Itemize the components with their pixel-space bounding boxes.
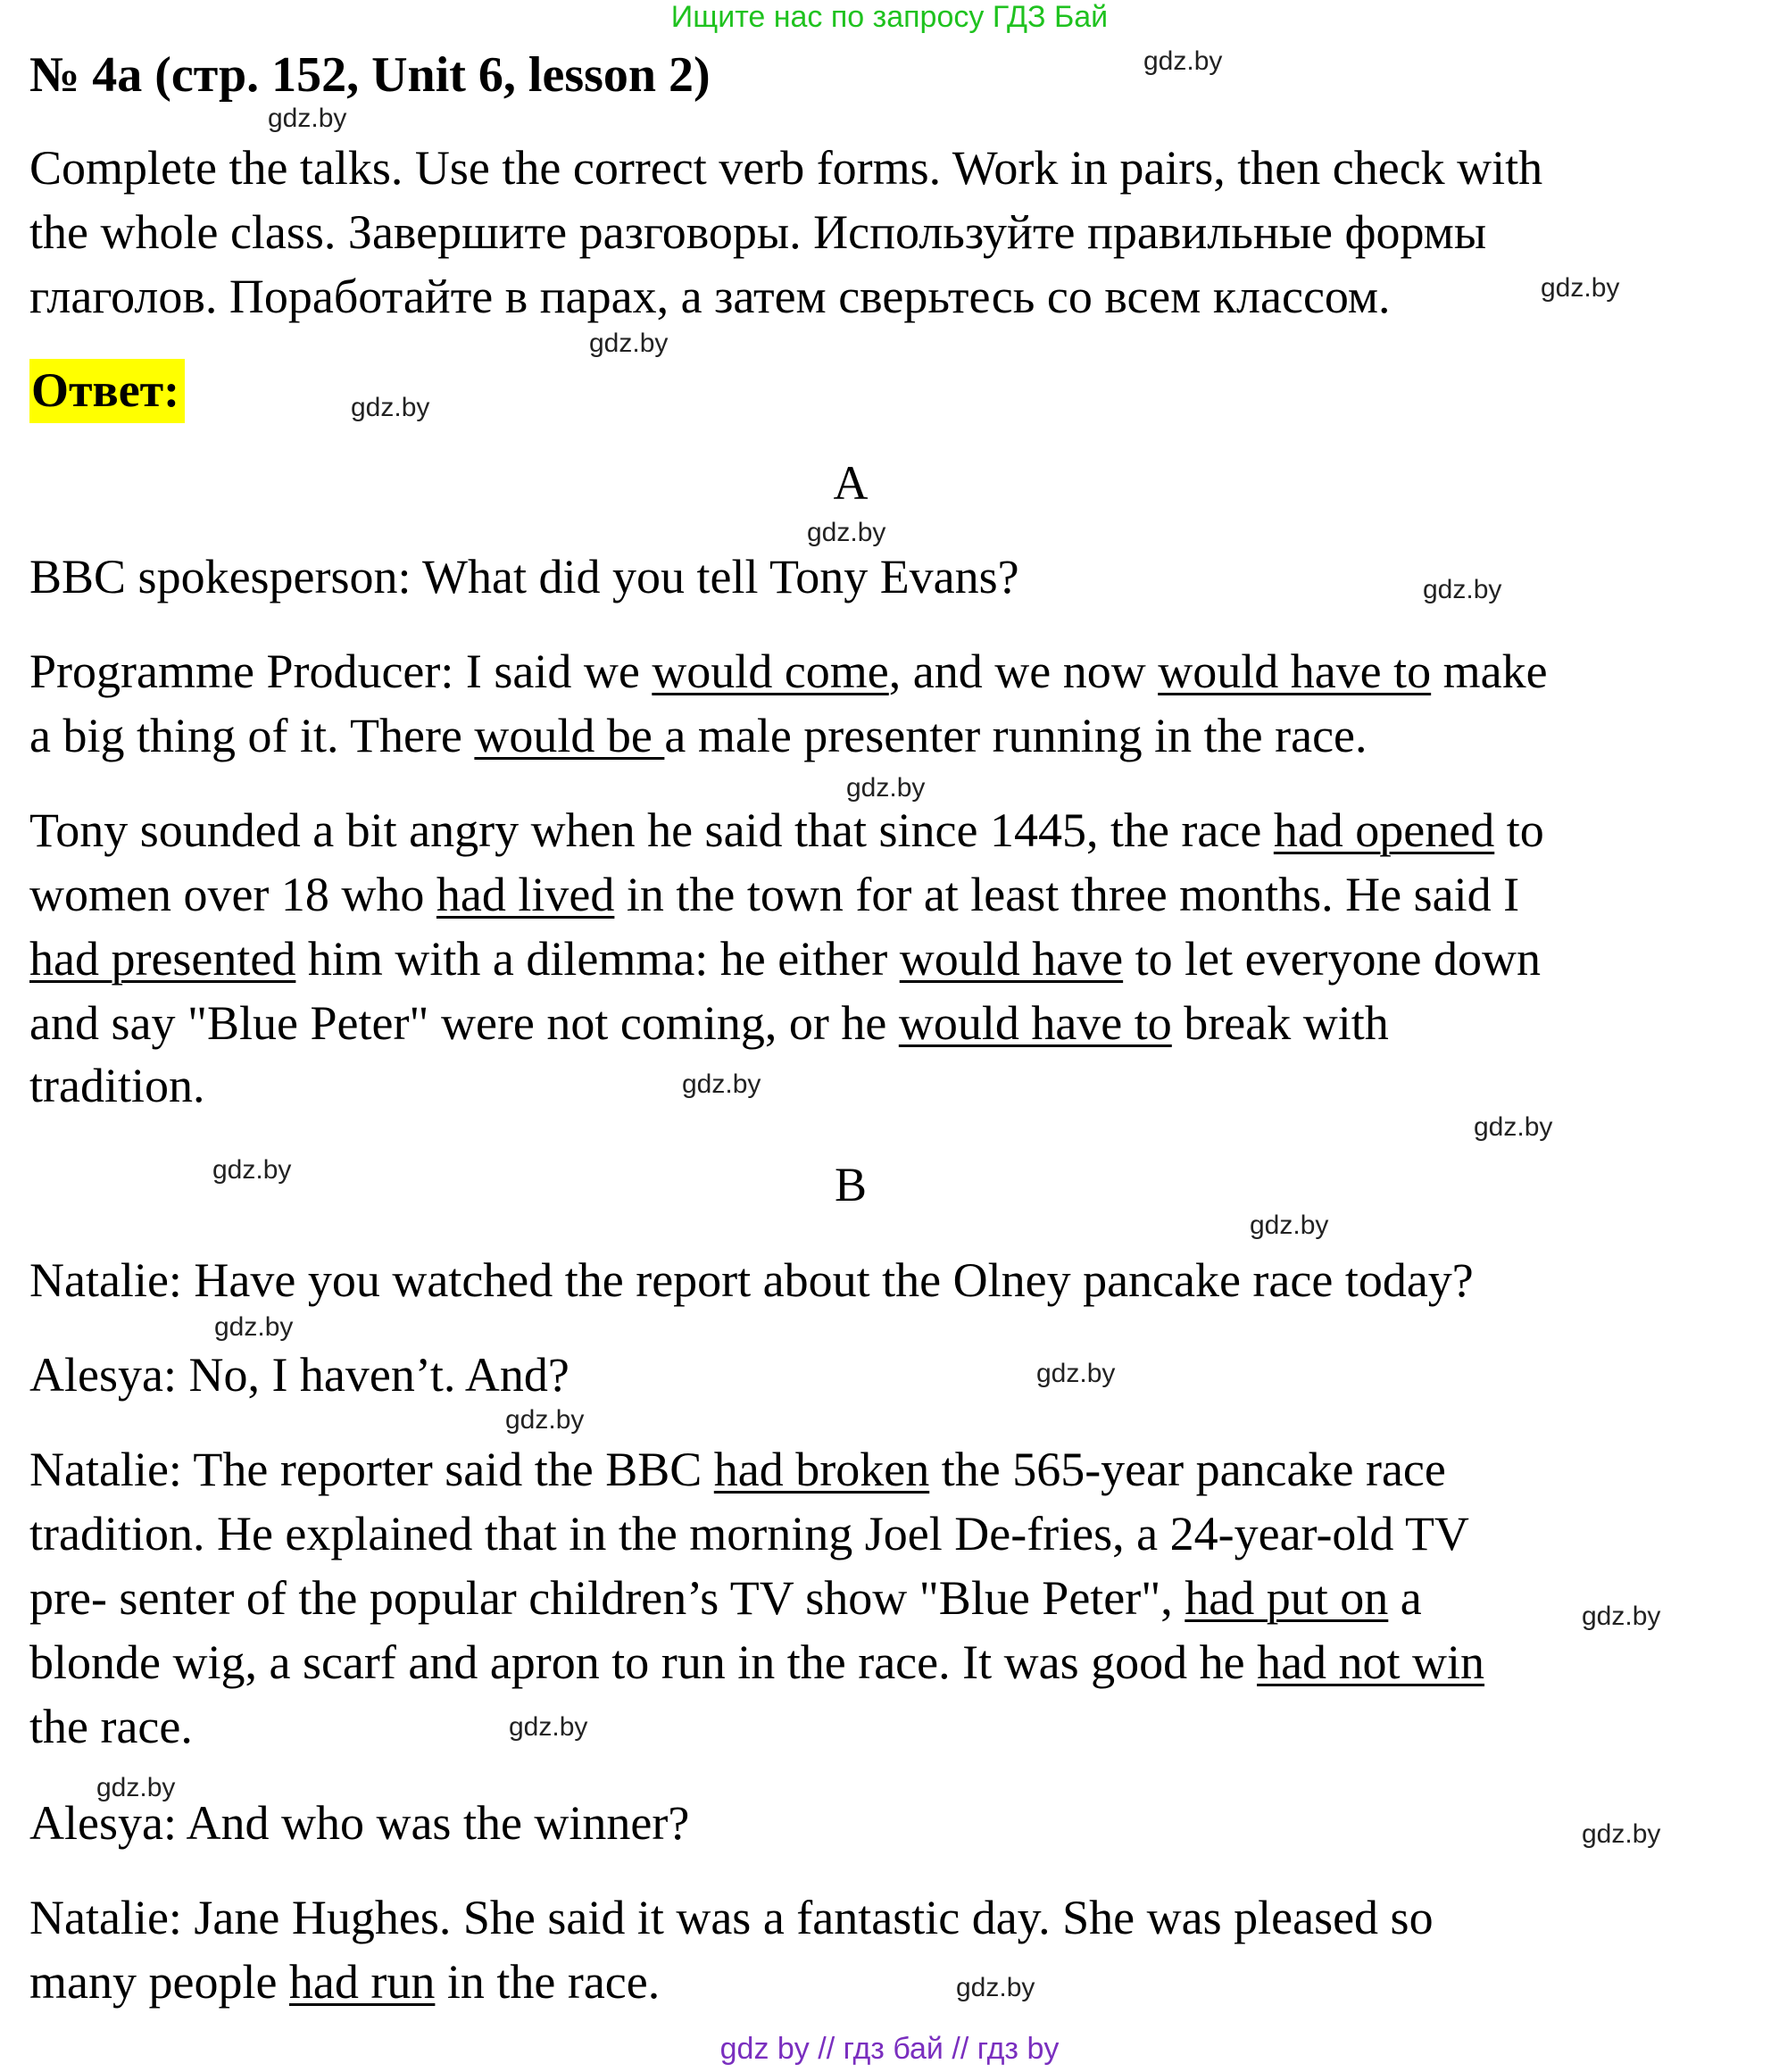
watermark: gdz.by	[1423, 575, 1502, 604]
dialogue-line	[29, 639, 1548, 703]
watermark: gdz.by	[1036, 1359, 1116, 1388]
watermark: gdz.by	[212, 1155, 292, 1185]
text-segment: Programme Producer: I said we	[29, 645, 653, 698]
dialogue-line: the race.	[29, 1700, 193, 1753]
verb-answer: would have to	[1158, 645, 1432, 698]
text-segment: make	[1431, 645, 1548, 698]
watermark: gdz.by	[351, 393, 430, 422]
text-segment: in the race.	[435, 1955, 661, 2009]
text-segment: , and we now	[888, 645, 1159, 698]
watermark: gdz.by	[1541, 273, 1620, 303]
verb-answer: had put on	[1185, 1571, 1389, 1625]
dialogue-line: tradition. He explained that in the morning Joel De-fries, a 24-year-old TV	[29, 1507, 1469, 1560]
task-line-3: глаголов. Поработайте в парах, а затем сверьтесь со всем классом.	[29, 270, 1391, 323]
dialogue-line: BBC spokesperson: What did you tell Tony Evans?	[29, 550, 1019, 603]
verb-answer: had opened	[1273, 803, 1495, 857]
verb-answer: would have to	[898, 996, 1172, 1050]
text-segment: women over 18 who	[29, 868, 436, 921]
text-segment: to let everyone down	[1123, 932, 1541, 986]
dialogue-line	[29, 1950, 660, 2014]
dialogue-line: Natalie: Have you watched the report about the Olney pancake race today?	[29, 1253, 1474, 1307]
watermark: gdz.by	[96, 1773, 176, 1802]
dialogue-line	[29, 927, 1541, 991]
text-segment: him with a dilemma: he either	[295, 932, 900, 986]
text-segment: in the town for at least three months. He said I	[614, 868, 1520, 921]
text-segment: Natalie: The reporter said the BBC	[29, 1443, 714, 1496]
top-banner: Ищите нас по запросу ГДЗ Бай	[670, 0, 1109, 34]
watermark: gdz.by	[1474, 1112, 1553, 1142]
dialogue-line: Natalie: Jane Hughes. She said it was a fantastic day. She was pleased so	[29, 1891, 1434, 1944]
verb-answer: had not win	[1257, 1635, 1485, 1689]
verb-answer: would be	[474, 709, 665, 762]
text-segment: break with	[1171, 996, 1389, 1050]
text-segment: many people	[29, 1955, 289, 2009]
dialogue-line	[29, 991, 1389, 1055]
verb-answer: had broken	[713, 1443, 930, 1496]
watermark: gdz.by	[505, 1405, 585, 1435]
text-segment: and say "Blue Peter" were not coming, or he	[29, 996, 899, 1050]
verb-answer: would come	[652, 645, 889, 698]
watermark: gdz.by	[956, 1973, 1035, 2002]
watermark: gdz.by	[1582, 1819, 1661, 1849]
text-segment: the 565-year pancake race	[929, 1443, 1446, 1496]
verb-answer: would have	[899, 932, 1124, 986]
watermark: gdz.by	[807, 518, 886, 547]
text-segment: a big thing of it. There	[29, 709, 475, 762]
watermark: gdz.by	[214, 1312, 294, 1342]
section-a-letter: A	[833, 456, 869, 510]
answer-label: Ответ:	[29, 359, 185, 423]
footer-links: gdz by // гдз бай // гдз by	[719, 2032, 1060, 2066]
exercise-heading: № 4а (стр. 152, Unit 6, lesson 2)	[29, 47, 711, 103]
dialogue-line: tradition.	[29, 1059, 205, 1112]
watermark: gdz.by	[509, 1712, 588, 1742]
dialogue-line	[29, 1437, 1446, 1502]
watermark: gdz.by	[682, 1069, 761, 1099]
dialogue-line	[29, 1630, 1484, 1694]
dialogue-line	[29, 862, 1519, 927]
dialogue-line	[29, 798, 1544, 862]
watermark: gdz.by	[846, 773, 926, 803]
dialogue-line	[29, 703, 1368, 768]
text-segment: pre- senter of the popular children’s TV show "Blue Peter",	[29, 1571, 1185, 1625]
text-segment: Tony sounded a bit angry when he said that since 1445, the race	[29, 803, 1274, 857]
dialogue-line: Alesya: No, I haven’t. And?	[29, 1348, 569, 1402]
verb-answer: had lived	[436, 868, 615, 921]
text-segment: a male presenter running in the race.	[664, 709, 1368, 762]
verb-answer: had presented	[29, 932, 296, 986]
watermark: gdz.by	[589, 329, 669, 358]
verb-answer: had run	[288, 1955, 436, 2009]
watermark: gdz.by	[268, 104, 347, 133]
task-line-1: Complete the talks. Use the correct verb forms. Work in pairs, then check with	[29, 141, 1543, 195]
text-segment: to	[1494, 803, 1544, 857]
task-line-2: the whole class. Завершите разговоры. Используйте правильные формы	[29, 205, 1487, 259]
watermark: gdz.by	[1143, 46, 1223, 76]
dialogue-line	[29, 1566, 1422, 1630]
watermark: gdz.by	[1250, 1211, 1329, 1240]
text-segment: a	[1388, 1571, 1422, 1625]
text-segment: blonde wig, a scarf and apron to run in the race. It was good he	[29, 1635, 1258, 1689]
watermark: gdz.by	[1582, 1602, 1661, 1631]
dialogue-line: Alesya: And who was the winner?	[29, 1796, 690, 1850]
section-b-letter: B	[834, 1158, 868, 1211]
